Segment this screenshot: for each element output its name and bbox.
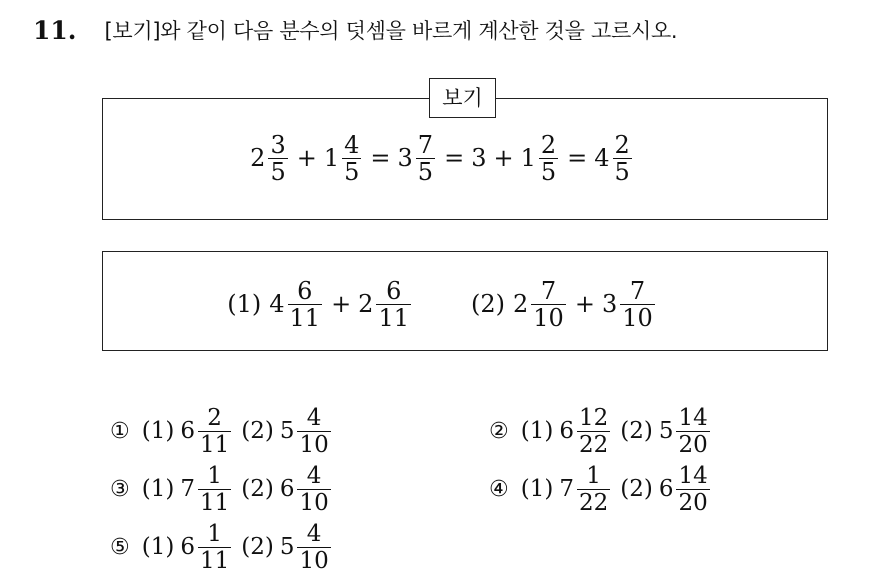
mixed-whole: 6 (658, 476, 674, 502)
denominator: 11 (199, 547, 230, 574)
denominator: 11 (289, 303, 321, 332)
numerator: 1 (207, 462, 222, 489)
denominator: 5 (540, 157, 557, 186)
equals-sign: = (567, 144, 588, 172)
choice-2[interactable] (489, 403, 712, 459)
example-label: 보기 (429, 78, 496, 118)
question-number: 11. (33, 15, 77, 45)
fraction (198, 463, 231, 516)
whole-number: 3 (471, 144, 487, 172)
numerator: 7 (629, 276, 646, 305)
denominator: 10 (299, 431, 329, 458)
numerator: 4 (306, 462, 322, 489)
plus-sign: + (331, 290, 352, 318)
choice-1[interactable] (110, 403, 333, 459)
fraction (539, 132, 558, 185)
fraction (268, 132, 287, 185)
numerator: 3 (270, 130, 286, 159)
choice-tag: (1) (141, 476, 175, 502)
mixed-whole: 5 (279, 418, 295, 444)
mixed-whole: 6 (559, 418, 574, 444)
numerator: 4 (306, 520, 322, 547)
denominator: 11 (378, 303, 409, 332)
choice-4[interactable] (489, 461, 712, 517)
problem-expressions (0, 274, 884, 334)
problem-tag: (2) (471, 290, 505, 318)
mixed-whole: 1 (520, 144, 536, 172)
fraction (613, 132, 632, 185)
numerator: 6 (386, 276, 402, 305)
mixed-whole: 6 (180, 418, 195, 444)
denominator: 5 (417, 157, 434, 186)
numerator: 6 (297, 276, 313, 305)
mixed-whole: 3 (397, 144, 413, 172)
numerator: 1 (207, 520, 222, 547)
choice-tag: (2) (620, 418, 653, 444)
choice-mark: ⑤ (110, 534, 130, 560)
choice-tag: (1) (141, 418, 175, 444)
fraction (577, 405, 610, 458)
mixed-whole: 4 (594, 144, 610, 172)
mixed-whole: 5 (279, 534, 295, 560)
choice-tag: (2) (620, 476, 653, 502)
denominator: 10 (533, 303, 564, 332)
equals-sign: = (370, 144, 391, 172)
denominator: 11 (199, 431, 230, 458)
numerator: 7 (417, 130, 434, 159)
denominator: 5 (344, 157, 360, 186)
mixed-whole: 3 (601, 290, 618, 318)
choice-tag: (2) (241, 534, 274, 560)
denominator: 11 (199, 489, 230, 516)
mixed-whole: 7 (180, 476, 195, 502)
fraction (297, 463, 330, 516)
denominator: 5 (614, 157, 630, 186)
fraction (198, 405, 231, 458)
choice-mark: ④ (489, 476, 509, 502)
fraction (416, 132, 435, 185)
mixed-whole: 4 (269, 290, 285, 318)
fraction (531, 278, 566, 331)
example-expression (0, 128, 884, 188)
mixed-whole: 1 (323, 144, 340, 172)
mixed-whole: 2 (513, 290, 529, 318)
choice-tag: (1) (141, 534, 175, 560)
fraction (288, 278, 323, 331)
numerator: 4 (306, 404, 322, 431)
fraction (577, 463, 610, 516)
choice-tag: (2) (241, 476, 274, 502)
plus-sign: + (296, 144, 317, 172)
fraction (676, 405, 709, 458)
numerator: 2 (614, 130, 630, 159)
mixed-whole: 2 (250, 144, 266, 172)
numerator: 1 (586, 462, 601, 489)
numerator: 2 (207, 404, 222, 431)
choice-mark: ① (110, 418, 130, 444)
numerator: 2 (540, 130, 557, 159)
fraction (342, 132, 361, 185)
numerator: 14 (678, 462, 708, 489)
fraction (198, 521, 231, 574)
fraction (676, 463, 709, 516)
mixed-whole: 6 (180, 534, 195, 560)
denominator: 10 (299, 489, 329, 516)
denominator: 22 (578, 431, 609, 458)
fraction (620, 278, 655, 331)
denominator: 10 (299, 547, 329, 574)
denominator: 20 (678, 489, 708, 516)
denominator: 10 (622, 303, 653, 332)
numerator: 7 (540, 276, 557, 305)
mixed-whole: 6 (279, 476, 295, 502)
numerator: 4 (344, 130, 360, 159)
question-text: [보기]와 같이 다음 분수의 덧셈을 바르게 계산한 것을 고르시오. (104, 19, 678, 43)
denominator: 22 (578, 489, 609, 516)
choice-tag: (1) (520, 418, 554, 444)
mixed-whole: 5 (658, 418, 674, 444)
problem-tag: (1) (227, 290, 262, 318)
choice-mark: ③ (110, 476, 130, 502)
equals-sign: = (444, 144, 465, 172)
numerator: 12 (578, 404, 609, 431)
choice-mark: ② (489, 418, 509, 444)
denominator: 5 (270, 157, 286, 186)
choice-5[interactable] (110, 519, 333, 575)
fraction (297, 405, 330, 458)
numerator: 14 (678, 404, 708, 431)
mixed-whole: 2 (358, 290, 374, 318)
question-header (33, 8, 677, 52)
choice-tag: (1) (520, 476, 554, 502)
plus-sign: + (493, 144, 514, 172)
choice-3[interactable] (110, 461, 333, 517)
fraction (376, 278, 411, 331)
mixed-whole: 7 (559, 476, 574, 502)
choice-tag: (2) (241, 418, 274, 444)
denominator: 20 (678, 431, 708, 458)
fraction (297, 521, 330, 574)
plus-sign: + (574, 290, 595, 318)
